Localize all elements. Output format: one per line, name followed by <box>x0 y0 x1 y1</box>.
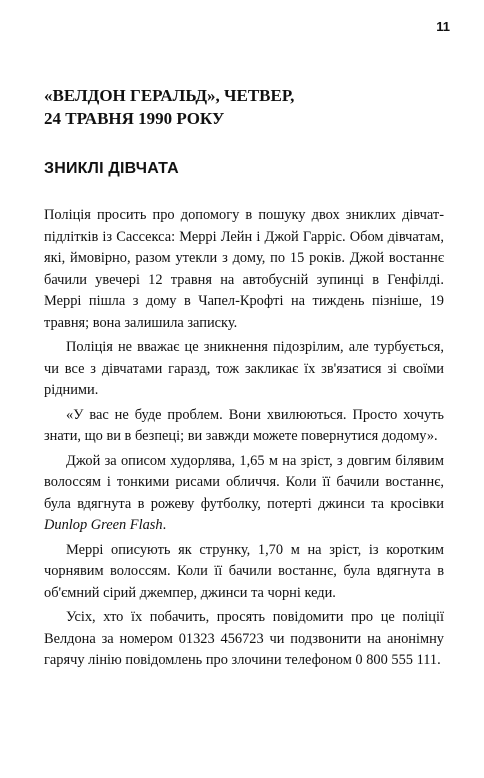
paragraph-1: Поліція просить про допомогу в пошуку двох зниклих дівчат-підлітків із Сассекса: Меррі Лейн і Джой Гарріс. Обом дівчатам, які, ймовірно, разом утекли з дому, по 15 років. Джой востаннє бачили увечері 12 травня на автобусній зупинці в Генфілді. Меррі пішла з дому в Чапел-Крофті на тиждень пізніше, 19 травня; вона залишила записку. <box>44 207 444 331</box>
page-number: 11 <box>436 19 450 34</box>
paragraph-5: Меррі описують як струнку, 1,70 м на зріст, із коротким чорнявим волоссям. Коли її бачили востаннє, була вдягнута в об'ємний сірий джемпер, джинси та чорні кеди. <box>44 541 444 601</box>
paragraph-2: Поліція не вважає це зникнення підозрілим, але турбується, чи все з дівчатами гаразд, тож закликає їх зв'язатися зі своїми рідними. <box>44 339 444 398</box>
paragraph-3: «У вас не буде проблем. Вони хвилюються. Просто хочуть знати, що ви в безпеці; ви завжди можете повернутися додому». <box>44 406 444 444</box>
paragraph-4-text: Джой за описом худорлява, 1,65 м на зріст, з довгим білявим волоссям і тонкими рисами обличчя. Коли її бачили востаннє, була вдягнута в рожеву футболку, потерті джинси та кросівки <box>44 452 444 512</box>
section-title: ЗНИКЛІ ДІВЧАТА <box>44 160 179 177</box>
paragraph-6: Усіх, хто їх побачить, просять повідомити про це поліції Велдона за номером 01323 456723 чи подзвонити на анонімну гарячу лінію повідомлень про злочини телефоном 0 800 555 111. <box>44 609 444 668</box>
article-body <box>44 205 444 675</box>
article-heading-line-2: 24 ТРАВНЯ 1990 РОКУ <box>44 109 225 128</box>
paragraph-4-brand: Dunlop Green Flash <box>44 517 163 533</box>
paragraph-4-end: . <box>162 517 167 533</box>
article-heading-line-1: «ВЕЛДОН ГЕРАЛЬД», ЧЕТВЕР, <box>44 86 295 105</box>
article-heading <box>44 84 444 130</box>
paragraph-4 <box>44 451 444 537</box>
